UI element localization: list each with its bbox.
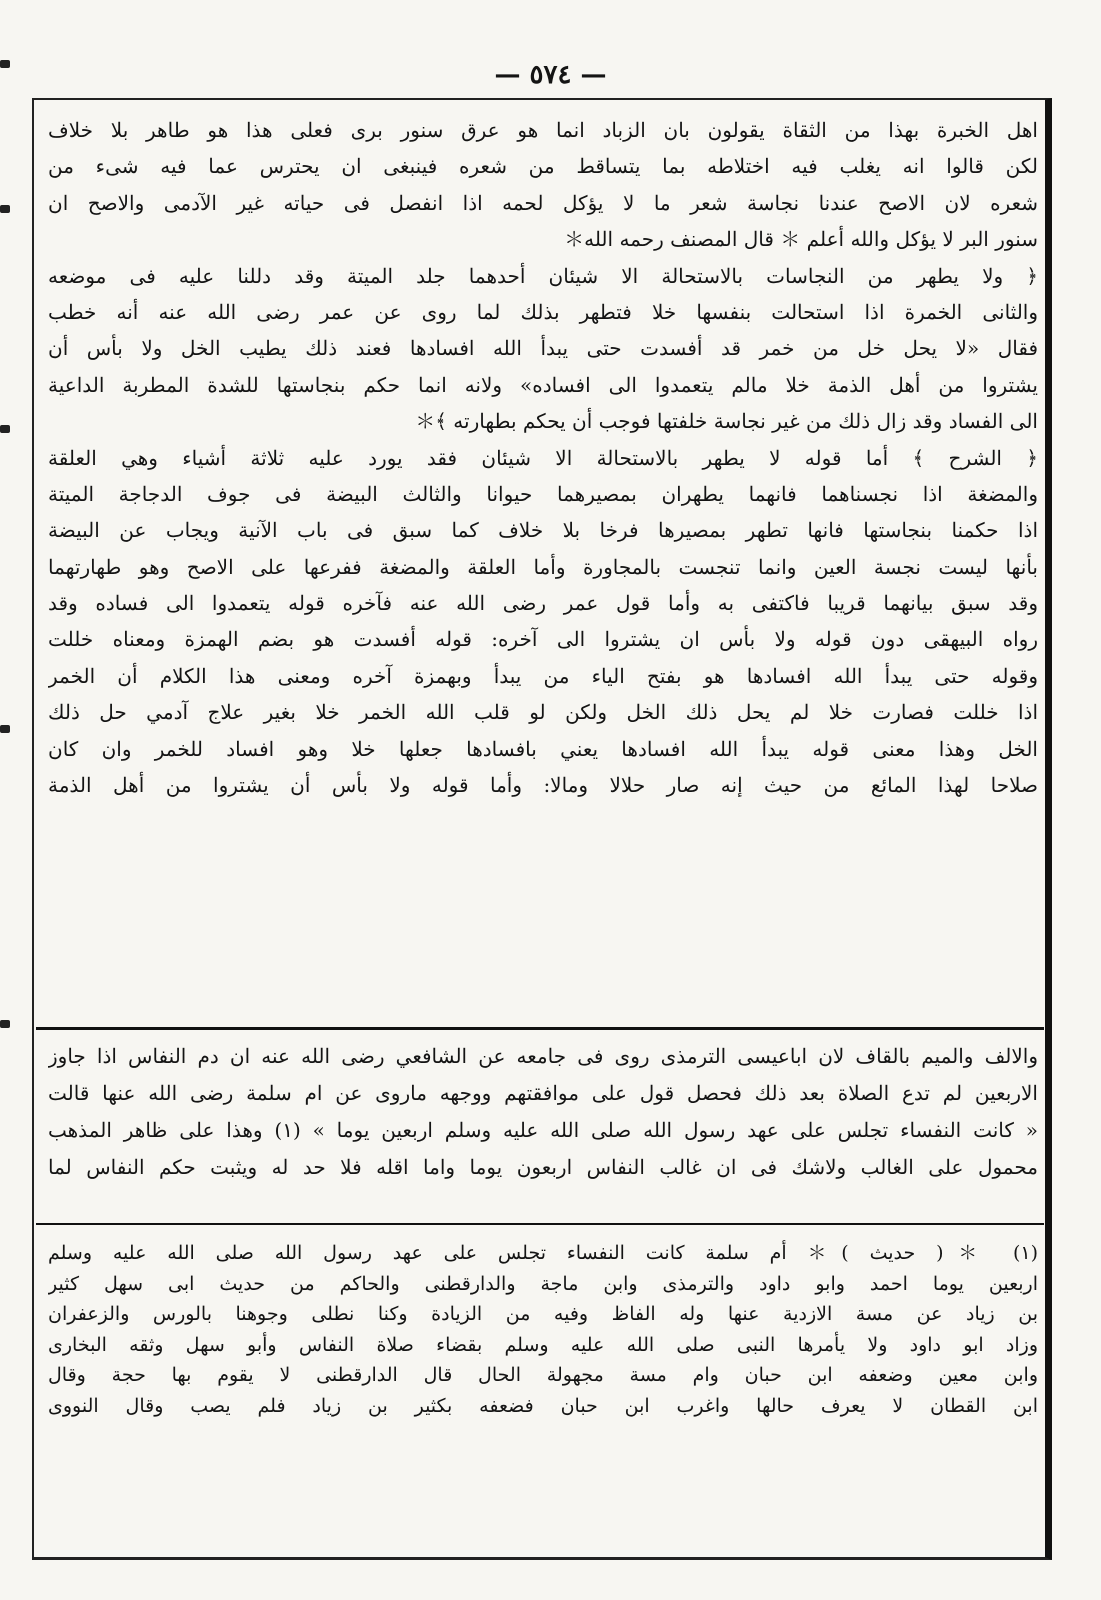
text-line: اذا حكمنا بنجاستها فانها تطهر بمصيرها فرخا بلا خلاف كما سبق فى باب الآنية ويجاب عن البيضة [48,518,1038,543]
footnote-line: وزاد ابو داود ولا يأمرها النبى صلى الله عليه وسلم بقضاء صلاة النفاس وأبو سهل وثقه البخارى [48,1333,1038,1356]
text-line: صلاحا لهذا المائع من حيث إنه صار حلالا ومالا: وأما قوله ولا بأس أن يشتروا من أهل الذمة [48,773,1038,798]
text-line: اهل الخبرة بهذا من الثقاة يقولون بان الزباد انما هو عرق سنور برى فعلى هذا هو طاهر بلا خلاف [48,118,1038,142]
footnote-line: (١) ＊( حديث )＊ أم سلمة كانت النفساء تجلس على عهد رسول الله صلى الله عليه وسلم [48,1242,1038,1264]
text-line: رواه البيهقى دون قوله ولا بأس ان يشتروا الى آخره: قوله أفسدت هو بضم الهمزة ومعناه خللت [48,627,1038,652]
text-line: بأنها ليست نجسة العين وانما تنجست بالمجاورة وأما العلقة والمضغة ففرعها على الاصح وهو طهارتهما [48,554,1038,579]
text-line: الى الفساد وقد زال ذلك من غير نجاسة خلفتها فوجب أن يحكم بطهارته ﴾＊ [415,409,1038,434]
text-line: الاربعين لم تدع الصلاة بعد ذلك فحصل قول على موافقتهم ووجهه ماروى عن ام سلمة رضى الله عنها قالت [48,1081,1038,1105]
margin-mark [0,725,10,733]
page-number: — ٥٧٤ — [494,60,607,90]
section-divider [36,1027,1044,1030]
text-line: يشتروا من أهل الذمة خلا مالم يتعمدوا الى افساده» ولانه انما حكم بنجاستها للشدة المطربة الداعية [48,372,1038,397]
text-line: لكن قالوا انه يغلب فيه اختلاطه بما يتساقط من شعره فينبغى ان يحترس عما فيه شىء من [48,154,1038,179]
text-line: سنور البر لا يؤكل والله أعلم ＊ قال المصنف رحمه الله＊ [564,227,1038,252]
text-line: محمول على الغالب ولاشك فى ان غالب النفاس اربعون يوما واما اقله فلا حد له ويثبت حكم النفاس لما [48,1155,1038,1179]
margin-mark [0,60,10,68]
text-line: والالف والميم بالقاف لان اباعيسى الترمذى روى فى جامعه عن الشافعي رضى الله عنه ان دم النفاس اذا جاوز [48,1044,1038,1068]
margin-mark [0,1020,10,1028]
text-line: فقال «لا يحل خل من خمر قد أفسدت حتى يبدأ الله افسادها فعند ذلك يطيب الخل ولا بأس أن [48,336,1038,361]
text-line: الخل وهذا معنى قوله يبدأ الله افسادها يعني بافسادها جعلها خلا وهو افساد للخمر وان كان [48,736,1038,761]
text-line: وقوله حتى يبدأ الله افسادها هو بفتح الياء من يبدأ وبهمزة آخره ومعنى هذا الكلام أن الخمر [48,663,1038,688]
footnote-divider [36,1223,1044,1225]
footnote-line: ابن القطان لا يعرف حالها واغرب ابن حبان فضعفه بكثير بن زياد فلم يصب وقال النووى [48,1394,1038,1417]
margin-mark [0,205,10,213]
footnote-line: بن زياد عن مسة الازدية عنها وله الفاظ وفيه من الزيادة وكنا نطلى وجوهنا بالورس والزعفران [48,1303,1038,1325]
footnote-text [48,1238,1038,1421]
text-line: والمضغة اذا نجسناهما فانهما يطهران بمصيرهما حيوانا والثالث البيضة فى جوف الدجاجة الميتة [48,481,1038,506]
text-line: شعره لان الاصح عندنا نجاسة شعر ما لا يؤكل لحمه اذا انفصل فى حياته غير الآدمى والاصح ان [48,190,1038,215]
margin-mark [0,425,10,433]
text-line: ﴿ الشرح ﴾ أما قوله لا يطهر بالاستحالة الا شيئان فقد يورد عليه ثلاثة أشياء وهي العلقة [48,445,1038,470]
commentary-text [48,1038,1038,1186]
footnote-line: اربعين يوما احمد وابو داود والترمذى وابن ماجة والدارقطنى والحاكم من حديث ابى سهل كثير [48,1272,1038,1295]
text-line: « كانت النفساء تجلس على عهد رسول الله صلى الله عليه وسلم اربعين يوما » (١) وهذا على ظاهر المذهب [48,1118,1038,1142]
text-line: اذا خللت فصارت خلا لم يحل ذلك الخل ولكن لو قلب الله الخمر خلا بغير علاج آدمي حل ذلك [48,700,1038,725]
text-line: ﴿ ولا يطهر من النجاسات بالاستحالة الا شيئان أحدهما جلد الميتة وقد دللنا عليه فى موضعه [48,263,1038,288]
text-line: والثانى الخمرة اذا استحالت بنفسها خلا فتطهر بذلك لما روى عن عمر رضى الله عنه أنه خطب [48,299,1038,324]
text-line: وقد سبق بيانهما قريبا فاكتفى به وأما قول عمر رضى الله عنه فآخره قوله يتعمدوا الى فساده وقد [48,591,1038,616]
main-text [48,112,1038,803]
footnote-line: وابن معين وضعفه ابن حبان وام مسة مجهولة الحال قال الدارقطنى لا يقوم بها حجة وقال [48,1364,1038,1386]
